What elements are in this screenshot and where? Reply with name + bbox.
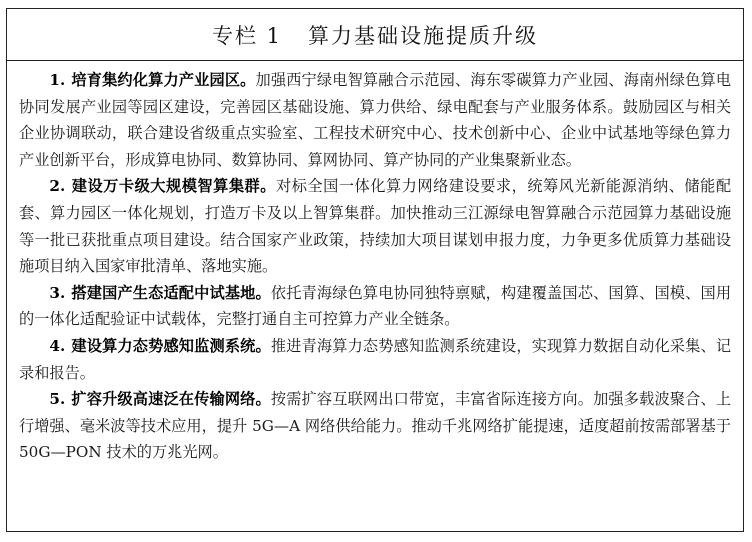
column-box [6, 8, 744, 532]
column-header [7, 9, 743, 61]
column-title [212, 20, 538, 50]
item-heading: 建设算力态势感知监测系统。 [71, 336, 271, 355]
list-item [19, 386, 731, 466]
item-number: 3. [49, 283, 66, 302]
item-heading: 扩容升级高速泛在传输网络。 [71, 390, 271, 409]
list-item [19, 67, 731, 173]
item-text: 依托青海绿色算电协同独特禀赋，构建覆盖国芯、国算、国模、国用的一体化适配验证中试载体，完整打通自主可控算力产业全链条。 [19, 283, 732, 329]
item-number: 4. [49, 336, 66, 355]
item-text: 推进青海算力态势感知监测系统建设，实现算力数据自动化采集、记录和报告。 [19, 336, 732, 382]
item-number: 2. [49, 177, 66, 196]
item-text: 加强西宁绿电智算融合示范园、海东零碳算力产业园、海南州绿色算电协同发展产业园等园区建设，完善园区基础设施、算力供给、绿电配套与产业服务体系。鼓励园区与相关企业协调联动，联合建设省级重点实验室、工程技术研究中心、技术创新中心、企业中试基地等绿色算力产业创新平台，形成算电协同、数算协同、算网协同、算产协同的产业集聚新业态。 [19, 71, 732, 169]
item-number: 1. [49, 71, 66, 89]
column-title-text: 算力基础设施提质升级 [308, 23, 539, 48]
list-item [19, 333, 731, 386]
item-text: 按需扩容互联网出口带宽，丰富省际连接方向。加强多载波聚合、上行增强、毫米波等技术应用，提升 5G—A 网络供给能力。推动千兆网络扩能提速，适度超前按需部署基于 50G—PON 技术的万兆光网。 [19, 390, 732, 462]
list-item [19, 280, 731, 333]
item-heading: 培育集约化算力产业园区。 [71, 71, 256, 89]
column-label: 专栏 1 [211, 23, 283, 48]
item-number: 5. [49, 390, 66, 409]
item-heading: 搭建国产生态适配中试基地。 [71, 283, 271, 302]
column-body [7, 61, 743, 466]
list-item [19, 173, 731, 279]
item-heading: 建设万卡级大规模智算集群。 [71, 177, 276, 196]
item-text: 对标全国一体化算力网络建设要求，统筹风光新能源消纳、储能配套、算力园区一体化规划，打造万卡及以上智算集群。加快推动三江源绿电智算融合示范园算力基础设施等一批已获批重点项目建设。结合国家产业政策，持续加大项目谋划申报力度，力争更多优质算力基础设施项目纳入国家审批清单、落地实施。 [19, 177, 732, 276]
